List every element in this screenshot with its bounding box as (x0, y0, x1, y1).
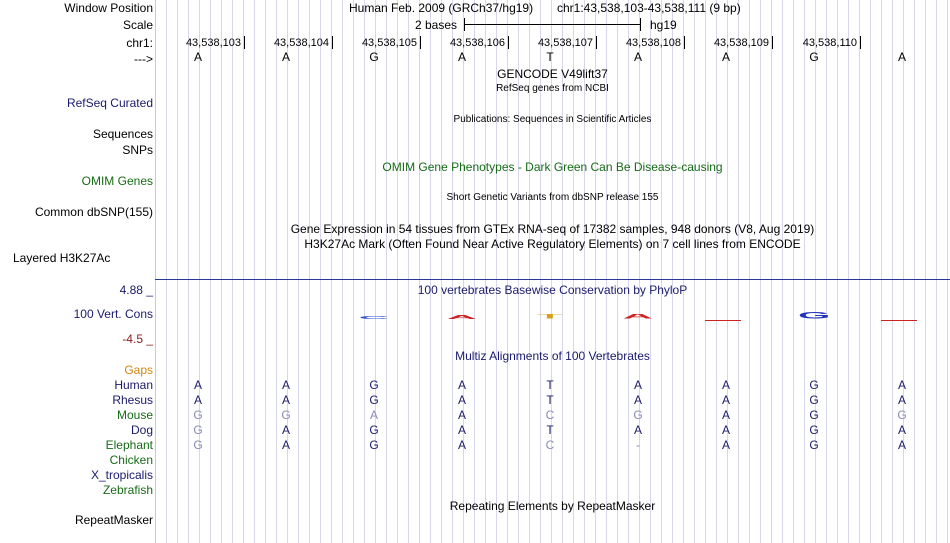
base-letter: G (809, 50, 819, 64)
ruler-coordinate-label: 43,538,103 (185, 37, 241, 49)
alignment-base: A (457, 408, 466, 422)
ruler-coordinate-label: 43,538,105 (361, 37, 417, 49)
ruler-tick (244, 36, 245, 49)
chrom-label: chr1: (126, 36, 153, 50)
omim-track-title[interactable]: OMIM Gene Phenotypes - Dark Green Can Be Disease-causing (382, 160, 723, 174)
track-divider (155, 279, 950, 280)
alignment-base: G (369, 423, 379, 437)
publications-track-title[interactable]: Publications: Sequences in Scientific Articles (453, 114, 652, 125)
snps-label[interactable]: SNPs (122, 143, 153, 157)
alignment-base: G (809, 393, 819, 407)
alignment-base: G (193, 408, 203, 422)
species-label-rhesus[interactable]: Rhesus (112, 393, 153, 407)
common-dbsnp-label[interactable]: Common dbSNP(155) (34, 205, 153, 219)
alignment-base: A (281, 423, 290, 437)
ruler-tick (860, 36, 861, 49)
ruler-tick (332, 36, 333, 49)
alignment-base: A (633, 393, 642, 407)
alignment-base: A (897, 378, 906, 392)
alignment-base: G (369, 393, 379, 407)
scale-db-label: hg19 (650, 18, 677, 32)
base-letter: A (281, 50, 290, 64)
base-letter: G (369, 50, 379, 64)
base-letter: A (633, 50, 642, 64)
assembly-name: Human Feb. 2009 (GRCh37/hg19) (349, 1, 534, 15)
repeatmasker-track-title[interactable]: Repeating Elements by RepeatMasker (449, 499, 656, 513)
alignment-base: A (193, 378, 202, 392)
alignment-base: G (809, 423, 819, 437)
ruler-coordinate-label: 43,538,107 (537, 37, 593, 49)
alignment-base: A (281, 393, 290, 407)
alignment-base: G (809, 378, 819, 392)
alignment-base: A (633, 423, 642, 437)
alignment-base: A (457, 378, 466, 392)
logo-letter (705, 320, 741, 321)
logo-letter: A (622, 314, 654, 320)
ruler-coordinate-label: 43,538,106 (449, 37, 505, 49)
ruler-tick (596, 36, 597, 49)
alignment-base: A (897, 423, 906, 437)
strand-label: ---> (134, 52, 153, 66)
scale-bar (464, 24, 641, 25)
species-label-elephant[interactable]: Elephant (105, 438, 153, 452)
ruler-coordinate-label: 43,538,110 (802, 37, 857, 49)
base-letter: A (457, 50, 466, 64)
alignment-base: A (633, 378, 642, 392)
phylop-max-label: 4.88 _ (119, 283, 153, 297)
alignment-base: A (721, 408, 730, 422)
ruler-coordinate-label: 43,538,104 (273, 37, 329, 49)
alignment-base: A (897, 438, 906, 452)
repeatmasker-label[interactable]: RepeatMasker (74, 513, 153, 527)
ruler-tick (772, 36, 773, 49)
refseq-track-subtitle: RefSeq genes from NCBI (496, 83, 609, 94)
alignment-base: G (809, 408, 819, 422)
alignment-base: C (545, 438, 555, 452)
alignment-base: G (369, 378, 379, 392)
multiz-track-title[interactable]: Multiz Alignments of 100 Vertebrates (455, 349, 650, 363)
logo-letter: C (358, 316, 390, 320)
alignment-base: T (546, 378, 554, 392)
scale-label: Scale (122, 18, 153, 32)
species-label-human[interactable]: Human (114, 378, 153, 392)
ruler-tick (508, 36, 509, 49)
species-label-chicken[interactable]: Chicken (109, 453, 153, 467)
species-label-mouse[interactable]: Mouse (116, 408, 153, 422)
alignment-base: T (546, 423, 554, 437)
dbsnp-track-title[interactable]: Short Genetic Variants from dbSNP release 155 (446, 192, 659, 203)
alignment-base: - (636, 438, 640, 452)
alignment-base: A (369, 408, 378, 422)
ruler-tick (420, 36, 421, 49)
refseq-curated-label[interactable]: RefSeq Curated (66, 96, 153, 110)
alignment-base: G (897, 408, 907, 422)
logo-letter: G (797, 312, 831, 320)
base-letter: A (193, 50, 202, 64)
phylop-min-label: -4.5 _ (122, 332, 153, 346)
layered-h3k27ac-label[interactable]: Layered H3K27Ac (13, 251, 111, 265)
scale-bar-label: 2 bases (415, 18, 458, 32)
species-label-x_tropicalis[interactable]: X_tropicalis (90, 468, 153, 482)
alignment-base: C (545, 408, 555, 422)
species-label-zebrafish[interactable]: Zebrafish (102, 483, 153, 497)
base-letter: A (897, 50, 906, 64)
phylop-track-title[interactable]: 100 vertebrates Basewise Conservation by PhyloP (417, 283, 688, 297)
alignment-base: T (546, 393, 554, 407)
ruler-coordinate-label: 43,538,109 (713, 37, 769, 49)
logo-letter: T (537, 314, 563, 320)
base-letter: A (721, 50, 730, 64)
base-letter: T (546, 50, 554, 64)
alignment-base: G (369, 438, 379, 452)
scale-bar-left-cap (464, 18, 465, 31)
alignment-base: A (721, 438, 730, 452)
ruler-tick (684, 36, 685, 49)
alignment-base: A (721, 423, 730, 437)
ruler-coordinate-label: 43,538,108 (625, 37, 681, 49)
alignment-base: G (633, 408, 643, 422)
sequences-label[interactable]: Sequences (92, 127, 153, 141)
logo-letter (881, 320, 917, 321)
position-range: chr1:43,538,103-43,538,111 (9 bp) (557, 1, 741, 15)
alignment-base: G (809, 438, 819, 452)
species-label-dog[interactable]: Dog (130, 423, 153, 437)
alignment-base: A (721, 378, 730, 392)
logo-letter: A (446, 315, 478, 320)
phylop-track-label[interactable]: 100 Vert. Cons (73, 307, 153, 321)
gtex-track-title[interactable]: Gene Expression in 54 tissues from GTEx RNA-seq of 17382 samples, 948 donors (V8, Aug 2019) (290, 222, 815, 236)
alignment-base: G (193, 423, 203, 437)
alignment-base: A (281, 438, 290, 452)
gaps-label[interactable]: Gaps (124, 363, 153, 377)
alignment-base: A (281, 378, 290, 392)
alignment-base: A (457, 423, 466, 437)
alignment-base: A (457, 393, 466, 407)
omim-genes-label[interactable]: OMIM Genes (81, 174, 153, 188)
scale-bar-right-cap (640, 18, 641, 31)
alignment-base: G (193, 438, 203, 452)
window-position-label: Window Position (64, 1, 153, 15)
alignment-base: A (193, 393, 202, 407)
h3k27ac-track-title[interactable]: H3K27Ac Mark (Often Found Near Active Regulatory Elements) on 7 cell lines from ENCODE (304, 237, 801, 251)
alignment-base: A (457, 438, 466, 452)
alignment-base: G (281, 408, 291, 422)
gencode-track-title[interactable]: GENCODE V49lift37 (497, 67, 608, 81)
alignment-base: A (897, 393, 906, 407)
alignment-base: A (721, 393, 730, 407)
